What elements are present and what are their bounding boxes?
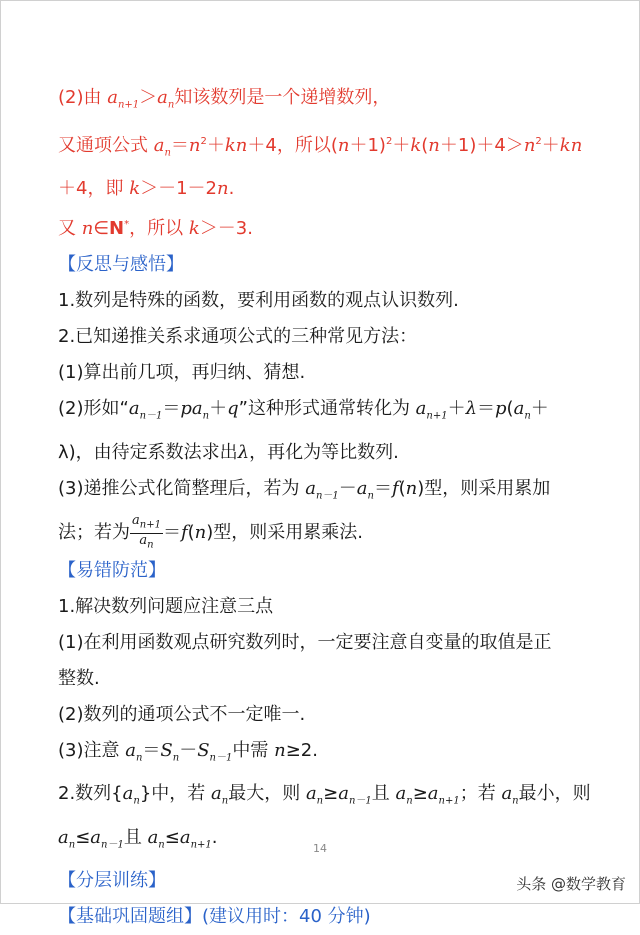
- reflection-heading: 【反思与感悟】: [58, 254, 184, 276]
- solution-line-1: (2)由 $a_{n+1}>a_n$知该数列是一个递增数列，: [58, 87, 391, 111]
- error-point-2-cont: $a_n\le a_{n-1}$且 $a_n\le a_{n+1}$.: [58, 826, 218, 851]
- error-point-2: 2.数列$\{a_n\}$中，若 $a_n$最大，则 $a_n\ge a_{n-1}$且 $a_n\ge a_{n+1}$；若 $a_n$最小，则: [58, 783, 591, 807]
- error-point-1-1: (1)在利用函数观点研究数列时，一定要注意自变量的取值是正: [58, 631, 552, 653]
- reflection-method-3: (3)递推公式化简整理后，若为 $a_{n-1}-a_n=f(n)$型，则采用累加: [58, 477, 551, 502]
- reflection-point-2: 2.已知递推关系求通项公式的三种常见方法：: [58, 326, 418, 348]
- error-point-1-1-cont: 整数.: [58, 667, 100, 689]
- reflection-method-3-cont: 法；若为 $\frac{a_{n+1}}{a_n}$ ＝f(n)型，则采用累乘法.: [58, 513, 364, 551]
- reflection-point-1: 1.数列是特殊的函数，要利用函数的观点认识数列.: [58, 290, 459, 312]
- reflection-method-2: (2)形如“$a_{n-1}=pa_n+q$”这种形式通常转化为 $a_{n+1}+\lambda=p(a_n+$: [58, 398, 549, 422]
- basic-exercise-line: [58, 899, 618, 935]
- error-heading: 【易错防范】: [58, 559, 166, 581]
- page-number: 14: [313, 842, 327, 855]
- training-heading: 【分层训练】: [58, 870, 166, 892]
- basic-heading: 【基础巩固题组】: [58, 906, 202, 928]
- watermark: 头条 @数学教育: [516, 875, 626, 893]
- solution-line-4: 又 n∈N*，所以 k＞－3.: [58, 218, 253, 240]
- basic-time: (建议用时：40 分钟): [202, 906, 371, 928]
- reflection-method-1: (1)算出前几项，再归纳、猜想.: [58, 362, 306, 384]
- solution-line-2: 又通项公式 $a_n=n^2+kn+4$，所以$(n+1)^2+k(n+1)+4>n^2+kn$: [58, 134, 583, 159]
- reflection-method-2-cont: λ)，由待定系数法求出λ，再化为等比数列.: [58, 441, 399, 463]
- ratio-fraction: $\frac{a_{n+1}}{a_n}$: [132, 513, 161, 551]
- error-point-1: 1.解决数列问题应注意三点: [58, 595, 274, 617]
- error-point-1-2: (2)数列的通项公式不一定唯一.: [58, 703, 306, 725]
- document-body: [58, 80, 618, 935]
- solution-line-3: ＋4，即 k＞－1－2n.: [58, 178, 235, 200]
- error-point-1-3: (3)注意 $a_n=S_n-S_{n-1}$中需 n≥2.: [58, 739, 318, 764]
